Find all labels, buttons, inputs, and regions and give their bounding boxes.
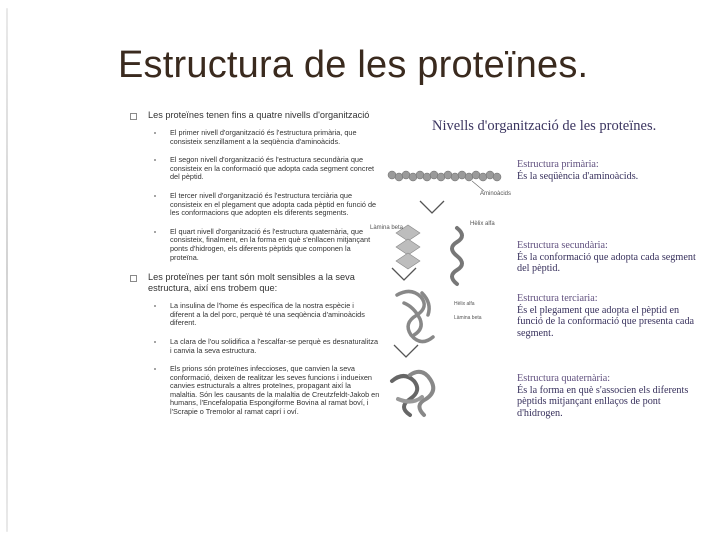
dot-bullet-icon <box>154 368 156 370</box>
alpha-helix-shape <box>452 228 462 284</box>
label-aminoacids: Aminoàcids <box>480 191 512 197</box>
caption-quaternary <box>517 373 707 419</box>
sub-bullet-text: La insulina de l'home és específica de la nostra espècie i diferent a la del porc, perquè té una seqüència d'aminoàcids diferent. <box>170 301 365 328</box>
left-border-line <box>6 8 8 532</box>
caption-body: És la forma en què s'associen els diferents pèptids mitjançant enllaços de pont d'hidrogen. <box>517 384 689 419</box>
bullet-text: Les proteïnes per tant són molt sensibles a la seva estructura, així ens trobem que: <box>148 272 355 294</box>
dot-bullet-icon <box>154 231 156 233</box>
sub-bullet <box>130 228 380 262</box>
sub-bullet <box>130 192 380 218</box>
sub-bullet <box>130 302 380 328</box>
label-lamina-beta-small: Làmina beta <box>454 315 482 321</box>
sub-bullet <box>130 156 380 182</box>
bullet-point <box>130 272 380 294</box>
dot-bullet-icon <box>154 195 156 197</box>
sub-bullet <box>130 129 380 146</box>
amino-acid-chain <box>388 171 501 181</box>
caption-tertiary <box>517 293 707 339</box>
caption-body: És el plegament que adopta el pèptid en funció de la conformació que presenta cada segment. <box>517 304 695 339</box>
caption-heading: Estructura secundària: <box>517 240 608 251</box>
bullet-text: Les proteïnes tenen fins a quatre nivells d'organització <box>148 110 370 120</box>
protein-diagram <box>362 113 512 433</box>
label-helix-alfa-small: Hèlix alfa <box>454 301 475 307</box>
caption-primary <box>517 159 707 182</box>
caption-heading: Estructura quaternària: <box>517 373 611 384</box>
caption-body: És la seqüència d'aminoàcids. <box>517 170 639 182</box>
caption-body: És la conformació que adopta cada segment del pèptid. <box>517 251 696 274</box>
dot-bullet-icon <box>154 132 156 134</box>
quaternary-structure-shape <box>392 372 433 415</box>
dot-bullet-icon <box>154 305 156 307</box>
label-lamina-beta: Làmina beta <box>370 225 404 231</box>
arrow-down-icon <box>394 345 418 357</box>
sub-bullet-text: El tercer nivell d'organització és l'estructura terciària que consisteix en el plegament que adopta cada pèptid en funció de les conformacions que adopten els diferents segments. <box>170 190 377 218</box>
bullet-point <box>130 110 380 121</box>
slide-title: Estructura de les proteïnes. <box>118 44 589 86</box>
sub-bullet-text: El primer nivell d'organització és l'estructura primària, que consisteix senzillament a la seqüència d'aminoàcids. <box>170 128 357 146</box>
beta-sheet-shape <box>396 225 420 269</box>
figure-title: Nivells d'organització de les proteïnes. <box>432 118 657 134</box>
sub-bullet <box>130 365 380 417</box>
label-helix-alfa: Hèlix alfa <box>470 221 495 227</box>
sub-bullet-text: El quart nivell d'organització és l'estructura quaternària, que consisteix, finalment, en la forma en què s'enllacen mitjançant ponts d'hidrogen, els diferents pèptids que componen la proteïna. <box>170 226 371 262</box>
square-bullet-icon <box>130 113 137 120</box>
arrow-down-icon <box>392 268 416 280</box>
bullet-content <box>130 110 380 427</box>
dot-bullet-icon <box>154 159 156 161</box>
caption-secondary <box>517 240 707 275</box>
sub-bullet <box>130 338 380 355</box>
protein-structure-figure <box>362 113 707 433</box>
tertiary-fold-shape <box>397 291 433 341</box>
arrow-down-icon <box>420 201 444 213</box>
square-bullet-icon <box>130 275 137 282</box>
dot-bullet-icon <box>154 341 156 343</box>
sub-bullet-text: El segon nivell d'organització és l'estructura secundària que consisteix en la conformació que adopta cada segment concret del pèptid. <box>170 155 375 182</box>
sub-bullet-text: La clara de l'ou solidifica a l'escalfar-se perquè es desnaturalitza i canvia la seva estructura. <box>170 336 379 355</box>
caption-heading: Estructura terciaria: <box>517 293 598 304</box>
caption-heading: Estructura primària: <box>517 159 599 170</box>
sub-bullet-text: Els prions són proteïnes infeccioses, que canvien la seva conformació, deixen de realitzar les seves funcions i indueixen canvies estructurals a altres proteïnes, propagant així la malaltia. Són les causants de la malaltia de Creutzfeldt-Jakob en humans, l'Encefalopatia Espongiforme Bovina al ramat boví, i l'Scrapie o Tremolor al ramat caprí i oví. <box>170 364 380 417</box>
